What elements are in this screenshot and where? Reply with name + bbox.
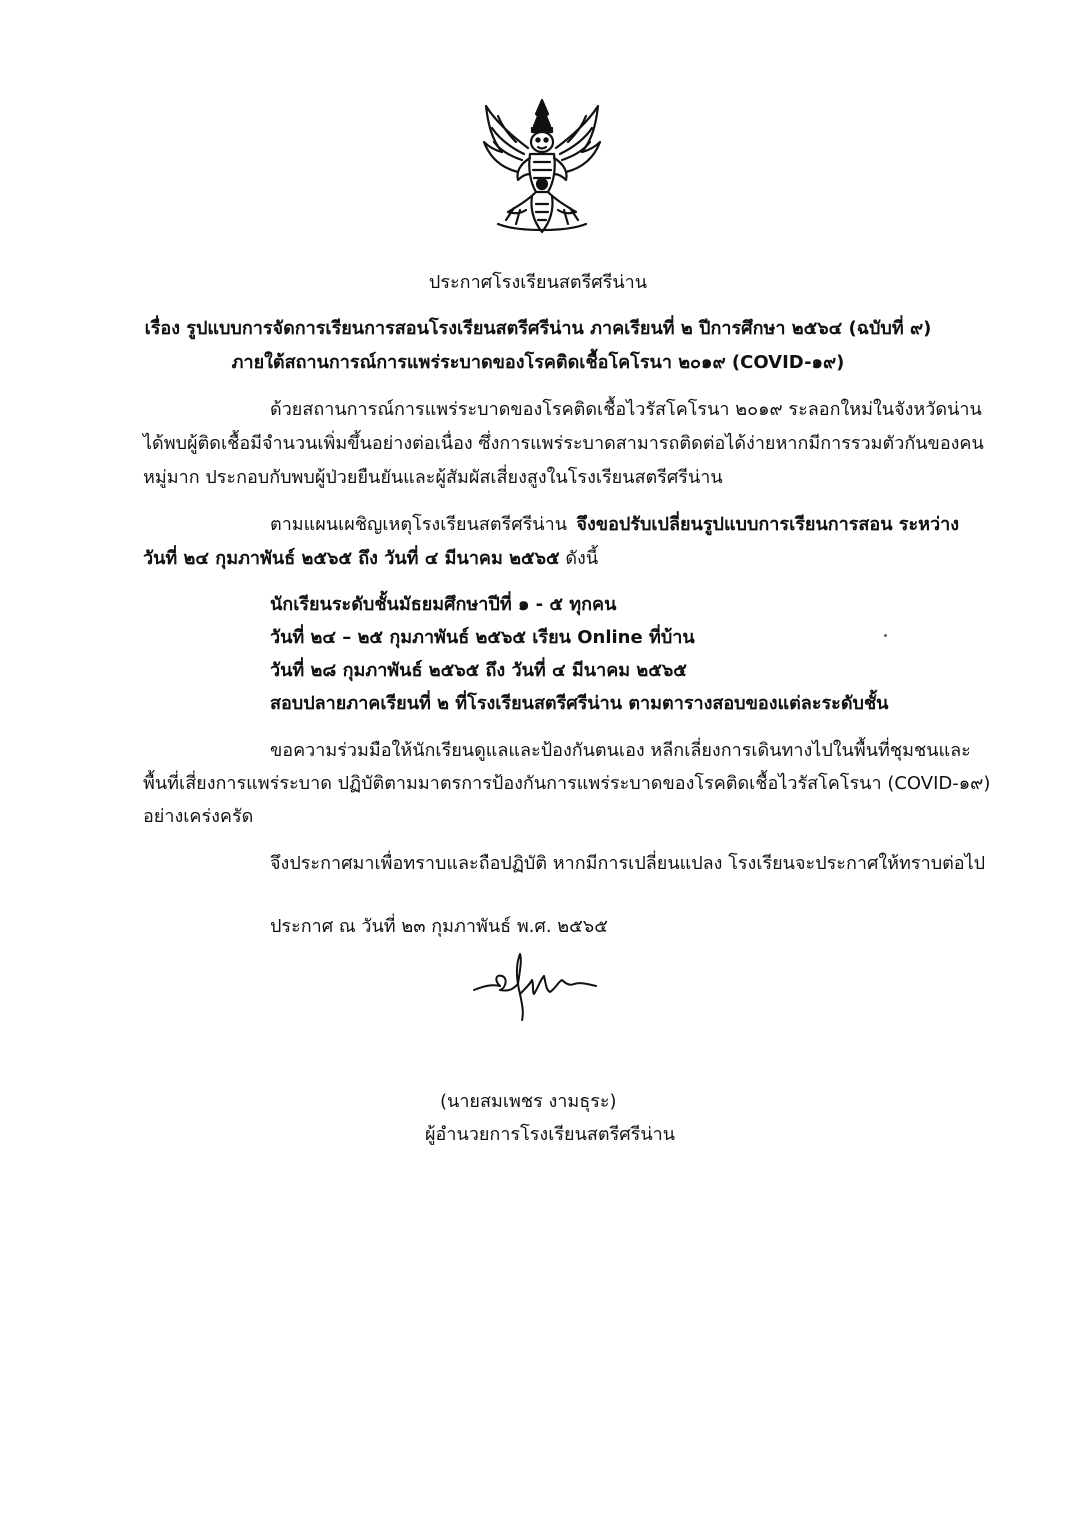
scan-speck [884,634,887,637]
paragraph-4: จึงประกาศมาเพื่อทราบและถือปฏิบัติ หากมีการเปลี่ยนแปลง โรงเรียนจะประกาศให้ทราบต่อไป [270,853,986,874]
signer-name: (นายสมเพชร งามธุระ) [440,1091,617,1112]
announcement-date: ประกาศ ณ วันที่ ๒๓ กุมภาพันธ์ พ.ศ. ๒๕๖๕ [270,916,608,937]
announcement-title: ประกาศโรงเรียนสตรีศรีน่าน [428,272,648,293]
paragraph-2-normal-text: ตามแผนเผชิญเหตุโรงเรียนสตรีศรีน่าน [270,514,568,535]
paragraph-2-suffix: ดังนี้ [559,548,599,569]
paragraph-1-line-3: หมู่มาก ประกอบกับพบผู้ป่วยยืนยันและผู้สัมผัสเสี่ยงสูงในโรงเรียนสตรีศรีน่าน [143,467,723,488]
paragraph-2-date-range: วันที่ ๒๔ กุมภาพันธ์ ๒๕๖๕ ถึง วันที่ ๔ มีนาคม ๒๕๖๕ [143,548,560,569]
garuda-emblem-icon [478,96,606,238]
paragraph-2-bold-text: จึงขอปรับเปลี่ยนรูปแบบการเรียนการสอน ระหว่าง [576,514,959,535]
paragraph-1-line-2: ได้พบผู้ติดเชื้อมีจำนวนเพิ่มขึ้นอย่างต่อเนื่อง ซึ่งการแพร่ระบาดสามารถติดต่อได้ง่ายหากมีการรวมตัวกันของคน [143,433,984,454]
signer-title: ผู้อำนวยการโรงเรียนสตรีศรีน่าน [425,1124,676,1145]
handwritten-signature [470,950,600,1022]
paragraph-3-line-2: พื้นที่เสี่ยงการแพร่ระบาด ปฏิบัติตามมาตรการป้องกันการแพร่ระบาดของโรคติดเชื้อไวรัสโคโรนา (COVID-๑๙) [143,773,991,794]
list-item: นักเรียนระดับชั้นมัธยมศึกษาปีที่ ๑ - ๕ ทุกคน [270,594,617,615]
list-item: วันที่ ๒๔ – ๒๕ กุมภาพันธ์ ๒๕๖๕ เรียน Online ที่บ้าน [270,627,695,648]
paragraph-2-line-1 [270,512,959,538]
paragraph-1-line-1: ด้วยสถานการณ์การแพร่ระบาดของโรคติดเชื้อไวรัสโคโรนา ๒๐๑๙ ระลอกใหม่ในจังหวัดน่าน [270,399,982,420]
list-item: สอบปลายภาคเรียนที่ ๒ ที่โรงเรียนสตรีศรีน่าน ตามตารางสอบของแต่ละระดับชั้น [270,693,889,714]
paragraph-3-line-3: อย่างเคร่งครัด [143,806,254,827]
paragraph-3-line-1: ขอความร่วมมือให้นักเรียนดูแลและป้องกันตนเอง หลีกเลี่ยงการเดินทางไปในพื้นที่ชุมชนและ [270,740,971,761]
subject-line-2: ภายใต้สถานการณ์การแพร่ระบาดของโรคติดเชื้อโคโรนา ๒๐๑๙ (COVID-๑๙) [231,352,845,373]
list-item: วันที่ ๒๘ กุมภาพันธ์ ๒๕๖๕ ถึง วันที่ ๔ มีนาคม ๒๕๖๕ [270,660,687,681]
subject-line-1: เรื่อง รูปแบบการจัดการเรียนการสอนโรงเรียนสตรีศรีน่าน ภาคเรียนที่ ๒ ปีการศึกษา ๒๕๖๔ (ฉบับที่ ๙) [144,318,932,339]
paragraph-2-line-2 [143,546,598,572]
